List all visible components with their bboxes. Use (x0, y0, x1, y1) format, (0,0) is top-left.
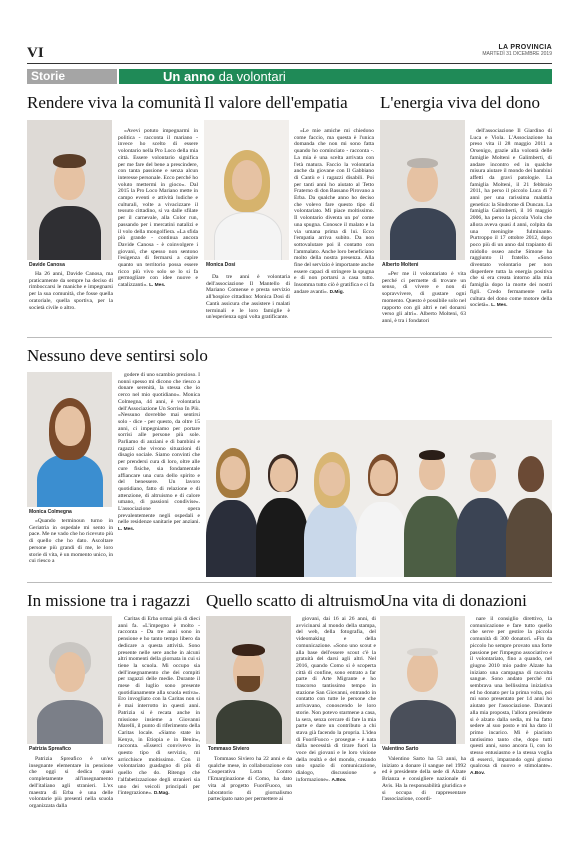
article-title: L'energia viva del dono (380, 93, 540, 112)
article-body: dell'associazione Il Giardino di Luca e Viola. L'Associazione ha preso vita il 28 maggio 2011 a Orsenigo, grazie alla volontà delle famiglie Molteni e Galimberti, di andare incontro ed in qualche misura aiutare il mondo dei bambini affetti da gravi patologie. La famiglia Molteni, il 21 febbraio 2011, ha perso il piccolo Luca di 7 anni per una rarissima malattia genetica: la Sindrome di Duncan. La famiglia Galimberti, il 16 maggio 2006, ha perso la piccola Viola che allora aveva quasi 4 anni, colpita da una meningite fulminante. Purtroppo il 17 ottobre 2012, dopo poco più di un anno dal trapianto di midollo osseo anche Simone ha raggiunto il fratello. «Sono diventato volontario per non disperdere tutta la energia positiva che si era creata intorno alla mia famiglia dopo la morte dei nostri figli. Credo fermamente nella cultura del dono come motore della società». L. Mes. (470, 128, 553, 309)
article-body: «Le mie amiche mi chiedono come faccio, ma questa è l'unica domanda che non mi sono fatta quando ho cominciato - racconta -. La mia è una scelta arrivata con l'età matura. Faccio la volontaria anche da giovane con Il Gabbiano di Cantù e i ragazzi disabili. Poi per tanti anni ho aiutato al Tetto Fraterno di don Bassano Pirovano a Erba. Da qualche anno ho deciso che volevo fare questo tipo di volontariato. Mi piace moltissimo. Il volontario diventa un po' come una spugna. Conosce il malato e la via umana prima di lui. Ecco l'empatia arriva subito. Da non sottovalutare poi il contatto con l'ammalato. Anche loro beneficiano molto della nostra presenza. Alla fine del servizio è importante anche essere capaci di stringere la spugna e di non portarsi a casa tutto. Insomma tutto ciò è gratifica e ci fa andare avanti». D.Mig. (294, 128, 375, 295)
masthead (482, 44, 552, 57)
article-body: Caritas di Erba ormai più di dieci anni fa. «L'impegno è molto - racconta - Da tre anni sono in pensione e ho tanto tempo libero da dedicare a questa attività. Sono presente nelle sere anche in alcuni altri momenti della giornata in cui si tiene la scuola. Mi occupo sia dell'insegnamento che dei compiti per ragazzi delle medie. Durante il mese di luglio sono presente quotidianamente alla scuola estiva». Ero invogliato con la Caritas non si è mai interrotto in questi anni. Patrizia si è recata anche in missione insieme a Giovanni Marelli, il punto di riferimento della Caritas locale. «Siamo state in Kenya, in Etiopia e in Benin», racconta. «Esserci convivevo in questo tipo di servizio, mi arricchisce moltissimo. Con il volontariato guadagno di più di quello che do. Ritengo che l'alfabetizzazione degli stranieri sia uno dei veicoli principali per l'integrazione». D.Mag. (118, 616, 200, 797)
article-title: Quello scatto di altruismo (206, 591, 383, 610)
portrait-photo (27, 372, 112, 507)
photo-caption: Patrizia Spreafico (29, 746, 71, 752)
portrait-photo (206, 616, 291, 744)
author-signature: L. Mes. (149, 283, 166, 289)
article-body: giovani, dai 16 ai 26 anni, di avvicinarsi al mondo della stampa, del web, della fotografia, del videomaking e della comunicazione. «Sono uno scout e alla base dell'essere scout c'è la gratuità del darsi agli altri. Nel 2016, quando Como si è scoperta città di confine, sono entrato a far parte di Arte Migrante e ho trascorso tantissimo tempo in stazione San Giovanni, entrando in contatto con tutte le persone che arrivavano, conoscendo le loro storie. Non potevo starmene a casa, la sera, senza cercare di fare la mia parte e dare un contributo a chi stava già facendo la propria. L'idea di FuoriFuoco - prosegue - è nata dalla necessità di tirare fuori la voce dei giovani e le loro visione della realtà e del mondo, creando uno spazio di comunicazione, dialogo, discussione e informazione». A.Bov. (296, 616, 376, 783)
article-body: Valentino Sarto ha 53 anni, ha iniziato a donare il sangue nel 1992 ed è presidente della sede di Alzate Brianza e consigliere nazionale di Avis. Ha la responsabilità giuridica e si occupa di rappresentare l'associazione, coordi- (382, 756, 466, 803)
article-body: «Quando terminoun turno in Geriatria in ospedale mi sento in pace. Me ne vado che ho ricevuto più di quello che ho dato. Ascoltare persone più grandi di me, le loro storie di vita, è un momento unico, in cui riesco a (29, 518, 113, 565)
portrait-photo (204, 120, 289, 260)
author-signature: D.Mag. (153, 791, 170, 797)
article-body: Patrizia Spreafico è un'ex insegnante elementare in pensione che oggi si dedica quasi completamente all'insegnamento dell'italiano agli stranieri. L'ex maestra di Erba è una delle volontarie più presenti nella scuola organizzata dalla (29, 756, 113, 809)
row-divider (27, 337, 552, 338)
author-signature: L. Mes. (118, 527, 135, 533)
article-title: In missione tra i ragazzi (27, 591, 191, 610)
photo-caption: Monica Colmegna (29, 509, 72, 515)
portrait-photo (380, 616, 465, 744)
author-signature: L. Mes. (491, 303, 508, 309)
article-title: Nessuno deve sentirsi solo (27, 346, 208, 365)
author-signature: A.Bov. (331, 777, 347, 783)
photo-caption: Alberto Molteni (382, 262, 419, 268)
article-body: nare il consiglio direttivo, la comunicazione e fare tutto quello che serve per gestire la piccola comunità di 300 donatori. «Fin da piccolo ho sempre provato una forte passione per l'impegno associativo e il volontariato, fino a quando, nel giugno 2010 mio padre Alzate ha iniziato una campagna di raccolta sangue. Sono andato perché mi sembrava una bellissima iniziativa ed ho donato per la prima volta, poi mi sono presentato per 14 anni ho aiutato per l'associazione. Davanti alla mia proposta, l'allora presidente si è alzato dalla sedia, mi ha fatto sedere al suo posto e mi ha dato il primo incarico. Mi è piaciuto tantissimo tanto che, dopo tutti questi anni, sono ancora lì, con lo stesso entusiasmo e la stessa voglia di esserci, imparando ogni giorno qualcosa di nuovo e stimolante». A.Bov. (470, 616, 552, 777)
portrait-photo (27, 120, 112, 260)
group-photo (206, 420, 552, 577)
newspaper-name: LA PROVINCIA (498, 44, 552, 51)
author-signature: A.Bov. (470, 771, 485, 777)
article-body: godere di uno scambio prezioso. I nonni spesso mi dicono che riesco a donare serenità, la stessa che io cerco nel mio quotidiano». Monica Colmegna, 44 anni, è volontaria dell'Associazione Un Sorriso In Più. «Nessuno dovrebbe mai sentirsi solo - dice - per questo, da oltre 15 anni, ci impegniamo per portare sorrisi alle persone più sole. Parliamo di anziani e di bambini e ragazzi che vivono situazioni di disagio sociale. Siamo convinti che per prendersi cura di loro, oltre alle cure fisiche, sia fondamentale affiancare una cura dello spirito e del benessere. Un lavoro quotidiano, fatto di relazione e di attenzione, di altruismo e di calore umano, di passioni condivise». L'associazione opera prevalentemente negli ospedali e nelle residenze sanitarie per anziani. L. Mes. (118, 372, 200, 533)
theme-banner (119, 69, 552, 84)
article-title: Il valore dell'empatia (204, 93, 348, 112)
article-body: Da tre anni è volontaria dell'associazione Il Mantello di Mariano Comense e presta servizio all'hospice cittadino: Monica Dosi di Cantù assicura che assistere i malati terminali e le loro famiglie è un'esperienza ogni volta gratificante. (206, 274, 290, 321)
photo-caption: Monica Dosi (206, 262, 236, 268)
author-signature: D.Mig. (329, 289, 344, 295)
issue-date: MARTEDÌ 31 DICEMBRE 2019 (482, 51, 552, 57)
article-body: «Avevi potuto impegnarmi in politica - racconta il mariano - invece ho scelto di essere volontario nella Pro Loco della mia città. Essere volontario significa per me fare del bene a prescindere, con tanta passione e senza alcun interesse personale. Ecco perché ho voluto mettermi in gioco». Dal 2015 la Pro Loco Mariano mette in campo eventi e attività ludiche e culturali, volte a vivacizzare il tessuto cittadino, si va dalle sfilate per il carnevale, alla Color run, passando per i mercatini natalizi e il volo della mongolfiera. «La sfida più grande - continua ancora Davide Canosa - è coinvolgere i giovani, che spesso non sentono l'esigenza di fermarsi a capire quanto un territorio possa essere ricco più vivo solo se lo si fa germogliare con idee nuove e catalizzanti». L. Mes. (118, 128, 198, 289)
row-divider (27, 582, 552, 583)
article-title: Una vita di donazioni (380, 591, 527, 610)
article-title: Rendere viva la comunità (27, 93, 202, 112)
photo-caption: Davide Canosa (29, 262, 65, 268)
section-name: Storie (31, 69, 66, 83)
article-body: Tommaso Siviero ha 22 anni e da qualche mese, in collaborazione con Cooperativa Lotta Contro l'Emarginazione di Como, ha dato vita al progetto FuoriFuoco, un laboratorio di giornalismo partecipato nato per permettere ai (208, 756, 292, 803)
photo-caption: Tommaso Siviero (208, 746, 250, 752)
article-body: «Per me il volontariato è vita perché ci permette di trovare un senso, di vivere e non di sopravvivere, di gustare ogni momento. Questo è possibile solo nel rapporto con gli altri e nel donarsi verso gli altri». Alberto Molteni, 63 anni, è tra i fondatori (382, 271, 466, 324)
portrait-photo (380, 120, 465, 260)
header-rule (27, 63, 552, 64)
article-body: Ha 26 anni, Davide Canosa, ma praticamente da sempre ha deciso di rimboccarsi le maniche e impegnarsi per la sua comunità, che fosse quella oratoriale, quella sportiva, per la società civile o altro. (29, 271, 113, 311)
theme-title: Un anno da volontari (163, 69, 286, 84)
page-number: VI (27, 45, 44, 61)
photo-caption: Valentino Sarto (382, 746, 419, 752)
portrait-photo (27, 616, 112, 744)
section-label (27, 69, 117, 84)
